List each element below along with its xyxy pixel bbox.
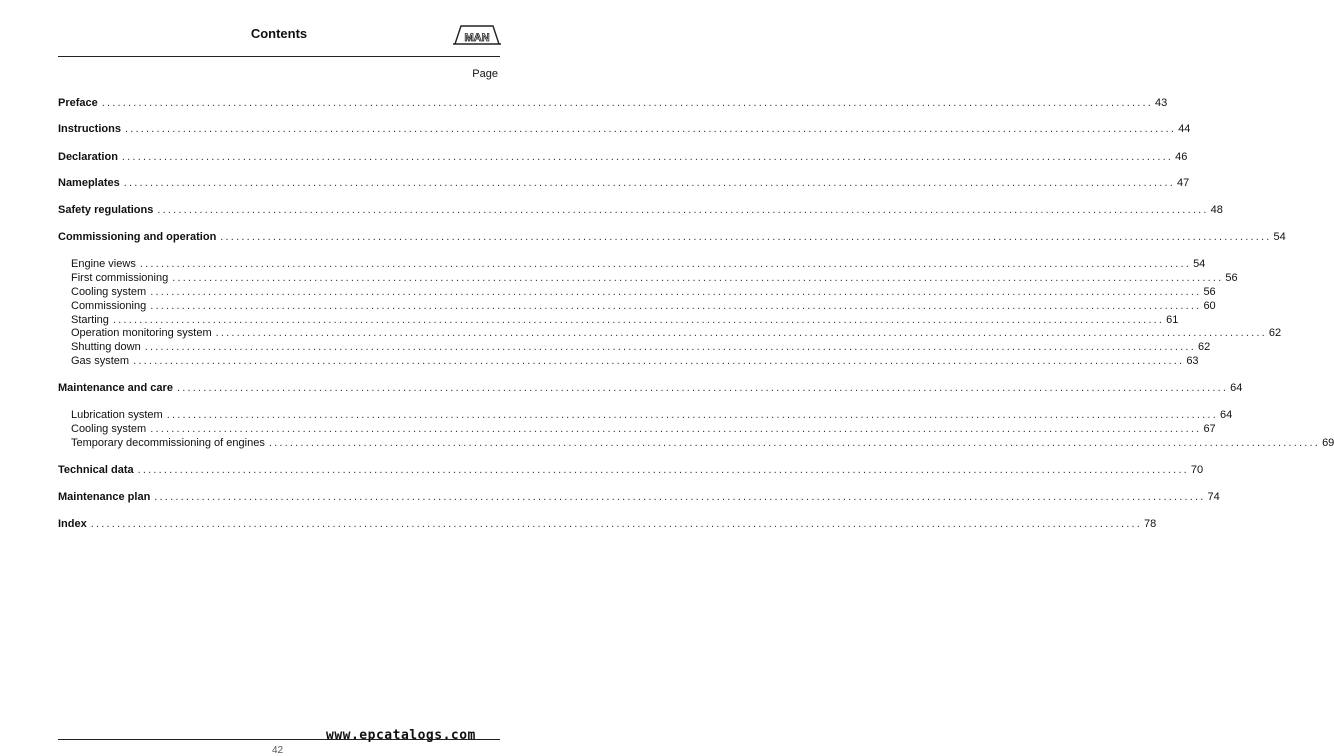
toc-entry-page: 61 — [1166, 314, 1179, 326]
toc-entry-page: 62 — [1197, 341, 1211, 353]
toc-entry[interactable] — [71, 354, 1199, 368]
toc-entry-label: Cooling system — [71, 286, 147, 298]
dot-leader: ........................................................................................................................................................................................................ — [150, 300, 1202, 312]
dot-leader: ........................................................................................................................................................................................................ — [157, 204, 1209, 216]
toc-entry-page: 67 — [1203, 423, 1216, 435]
toc-entry-page: 69 — [1322, 437, 1334, 449]
toc-entry-label: Index — [58, 518, 87, 530]
toc-entry-label: Technical data — [58, 464, 134, 476]
dot-leader: ........................................................................................................................................................................................................ — [268, 437, 1321, 449]
man-logo-icon — [451, 20, 503, 48]
toc-entry-page: 74 — [1207, 491, 1220, 503]
toc-entry[interactable] — [58, 517, 1157, 531]
dot-leader: ........................................................................................................................................................................................................ — [150, 286, 1202, 298]
toc-entry-label: Declaration — [58, 151, 118, 163]
dot-leader: ........................................................................................................................................................................................................ — [101, 97, 1153, 109]
toc-entry-page: 62 — [1268, 327, 1282, 339]
toc-entry-page: 70 — [1190, 464, 1204, 476]
dot-leader: ........................................................................................................................................................................................................ — [124, 123, 1177, 135]
toc-entry[interactable] — [58, 490, 1220, 504]
toc-entry-label: Preface — [58, 97, 98, 109]
toc-entry-label: Lubrication system — [71, 409, 163, 421]
dot-leader: ........................................................................................................................................................................................................ — [150, 423, 1202, 435]
toc-entry-page: 63 — [1186, 355, 1199, 367]
header-divider — [58, 56, 500, 57]
dot-leader: ........................................................................................................................................................................................................ — [137, 464, 1189, 476]
toc-entry[interactable] — [71, 257, 1206, 271]
toc-entry-label: Temporary decommissioning of engines — [71, 437, 265, 449]
toc-entry-page: 48 — [1210, 204, 1223, 216]
dot-leader: ........................................................................................................................................................................................................ — [123, 177, 1175, 189]
toc-entry[interactable] — [71, 271, 1238, 285]
toc-entry-label: Commissioning and operation — [58, 231, 217, 243]
toc-entry-label: First commissioning — [71, 272, 169, 284]
toc-entry-label: Maintenance plan — [58, 491, 151, 503]
toc-entry[interactable] — [71, 299, 1216, 313]
toc-entry[interactable] — [71, 326, 1282, 340]
toc-entry-label: Safety regulations — [58, 204, 154, 216]
toc-entry[interactable] — [71, 436, 1334, 450]
dot-leader: ........................................................................................................................................................................................................ — [121, 151, 1174, 163]
toc-entry-page: 64 — [1230, 382, 1243, 394]
toc-entry[interactable] — [58, 176, 1190, 190]
dot-leader: ........................................................................................................................................................................................................ — [133, 355, 1185, 367]
toc-entry-page: 46 — [1175, 151, 1188, 163]
toc-entry-label: Engine views — [71, 258, 136, 270]
watermark: www.epcatalogs.com — [326, 728, 476, 743]
toc-entry-label: Gas system — [71, 355, 130, 367]
toc-entry-label: Starting — [71, 314, 109, 326]
toc-entry-page: 47 — [1177, 177, 1190, 189]
toc-entry-label: Nameplates — [58, 177, 120, 189]
toc-entry-page: 54 — [1193, 258, 1206, 270]
toc-entry[interactable] — [58, 463, 1204, 477]
toc-entry-page: 64 — [1219, 409, 1233, 421]
page-number: 42 — [272, 745, 284, 756]
page-column-label: Page — [472, 68, 498, 80]
dot-leader: ........................................................................................................................................................................................................ — [144, 341, 1196, 353]
toc-entry[interactable] — [71, 408, 1233, 422]
toc-entry-label: Operation monitoring system — [71, 327, 212, 339]
dot-leader: ........................................................................................................................................................................................................ — [176, 382, 1229, 394]
toc-entry[interactable] — [71, 422, 1216, 436]
toc-entry[interactable] — [58, 230, 1286, 244]
toc-entry-page: 56 — [1225, 272, 1238, 284]
dot-leader: ........................................................................................................................................................................................................ — [90, 518, 1142, 530]
dot-leader: ........................................................................................................................................................................................................ — [166, 409, 1218, 421]
toc-entry[interactable] — [71, 313, 1179, 327]
toc-entry-page: 54 — [1273, 231, 1286, 243]
toc-entry-label: Cooling system — [71, 423, 147, 435]
toc-entry[interactable] — [71, 285, 1216, 299]
toc-entry-page: 78 — [1143, 518, 1157, 530]
toc-entry[interactable] — [58, 203, 1223, 217]
toc-entry[interactable] — [58, 381, 1243, 395]
page-title: Contents — [250, 26, 308, 41]
toc-entry-label: Shutting down — [71, 341, 141, 353]
toc-entry-label: Maintenance and care — [58, 382, 173, 394]
dot-leader: ........................................................................................................................................................................................................ — [154, 491, 1206, 503]
dot-leader: ........................................................................................................................................................................................................ — [215, 327, 1267, 339]
dot-leader: ........................................................................................................................................................................................................ — [220, 231, 1272, 243]
toc-entry-page: 60 — [1203, 300, 1216, 312]
toc-entry[interactable] — [58, 150, 1188, 164]
dot-leader: ........................................................................................................................................................................................................ — [139, 258, 1192, 270]
toc-entry[interactable] — [58, 122, 1191, 136]
toc-entry-label: Instructions — [58, 123, 121, 135]
dot-leader: ........................................................................................................................................................................................................ — [172, 272, 1224, 284]
toc-entry[interactable] — [58, 96, 1168, 110]
toc-entry-page: 43 — [1155, 97, 1168, 109]
toc-entry-page: 56 — [1203, 286, 1216, 298]
toc-entry[interactable] — [71, 340, 1211, 354]
toc-entry-label: Commissioning — [71, 300, 147, 312]
toc-entry-page: 44 — [1178, 123, 1191, 135]
dot-leader: ........................................................................................................................................................................................................ — [112, 314, 1165, 326]
logo-text: MAN — [464, 32, 490, 44]
